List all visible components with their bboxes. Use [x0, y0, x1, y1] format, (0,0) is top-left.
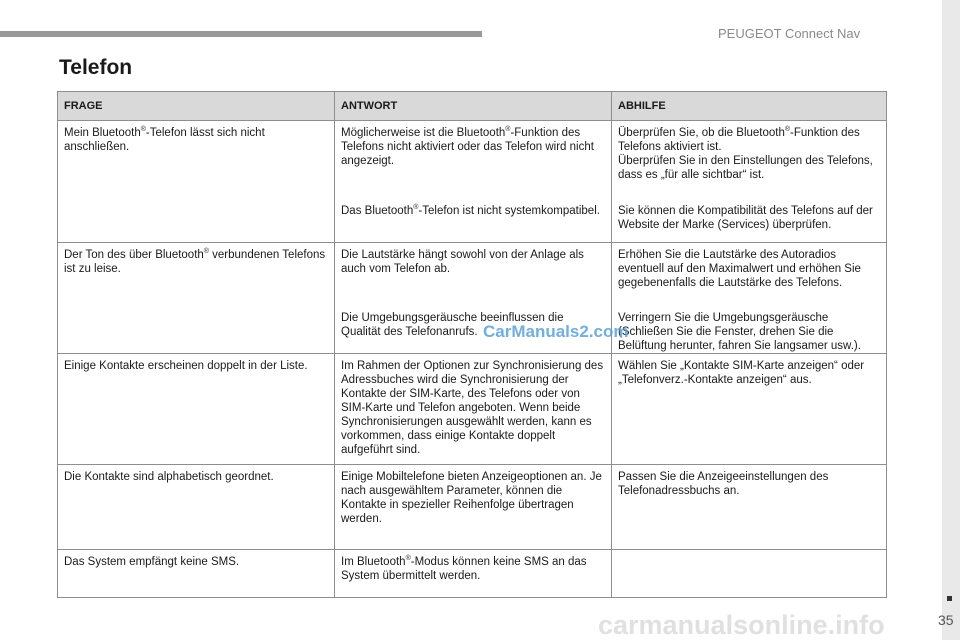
- table-body: [58, 121, 887, 598]
- page-number: 35: [938, 612, 954, 628]
- header-remedy: ABHILFE: [612, 92, 887, 121]
- answer-cell: Das Bluetooth®-Telefon ist nicht systemkompatibel.: [335, 199, 612, 243]
- footer-watermark: carmanualsonline.info: [598, 610, 885, 640]
- page-side-strip: [942, 0, 960, 640]
- bullet-marker: [947, 596, 952, 601]
- remedy-cell: Sie können die Kompatibilität des Telefons auf der Website der Marke (Services) überprüfen.: [612, 199, 887, 243]
- answer-cell: Die Umgebungsgeräusche beeinflussen die Qualität des Telefonanrufs.: [335, 306, 612, 354]
- watermark: CarManuals2.com: [483, 322, 629, 341]
- table-row: [58, 243, 887, 306]
- question-cell: Einige Kontakte erscheinen doppelt in der Liste.: [58, 353, 335, 464]
- question-cell: Der Ton des über Bluetooth® verbundenen Telefons ist zu leise.: [58, 243, 335, 354]
- header-rule: [0, 31, 482, 37]
- answer-cell: Im Rahmen der Optionen zur Synchronisierung des Adressbuches wird die Synchronisierung der Kontakte der SIM-Karte, des Telefons oder von SIM-Karte und Telefon angeboten. Wenn beide Synchronisierungen ausgewählt werden, kann es vorkommen, dass einige Kontakte doppelt aufgeführt sind.: [335, 353, 612, 464]
- question-cell: Mein Bluetooth®-Telefon lässt sich nicht anschließen.: [58, 121, 335, 243]
- table-row: [58, 464, 887, 549]
- remedy-cell: Passen Sie die Anzeigeeinstellungen des Telefonadressbuchs an.: [612, 464, 887, 549]
- brand-label: PEUGEOT Connect Nav: [718, 26, 861, 41]
- table-header-row: [58, 92, 887, 121]
- answer-cell: Einige Mobiltelefone bieten Anzeigeoptionen an. Je nach ausgewähltem Parameter, können die Kontakte in spezieller Reihenfolge übertragen werden.: [335, 464, 612, 549]
- answer-cell: Die Lautstärke hängt sowohl von der Anlage als auch vom Telefon ab.: [335, 243, 612, 306]
- answer-cell: Im Bluetooth®-Modus können keine SMS an das System übermittelt werden.: [335, 549, 612, 597]
- header-question: FRAGE: [58, 92, 335, 121]
- remedy-cell: Verringern Sie die Umgebungsgeräusche (Schließen Sie die Fenster, drehen Sie die Belüftung herunter, fahren Sie langsamer usw.).: [612, 306, 887, 354]
- page-title: Telefon: [59, 56, 133, 79]
- header-answer: ANTWORT: [335, 92, 612, 121]
- table-row: [58, 353, 887, 464]
- question-cell: Das System empfängt keine SMS.: [58, 549, 335, 597]
- answer-cell: Möglicherweise ist die Bluetooth®-Funktion des Telefons nicht aktiviert oder das Telefon wird nicht angezeigt.: [335, 121, 612, 199]
- table-row: [58, 549, 887, 597]
- remedy-cell: Erhöhen Sie die Lautstärke des Autoradios eventuell auf den Maximalwert und erhöhen Sie gegebenenfalls die Lautstärke des Telefons.: [612, 243, 887, 306]
- remedy-cell: Wählen Sie „Kontakte SIM-Karte anzeigen“ oder „Telefonverz.-Kontakte anzeigen“ aus.: [612, 353, 887, 464]
- remedy-cell: [612, 549, 887, 597]
- question-cell: Die Kontakte sind alphabetisch geordnet.: [58, 464, 335, 549]
- remedy-cell: Überprüfen Sie, ob die Bluetooth®-Funktion des Telefons aktiviert ist. Überprüfen Sie in den Einstellungen des Telefons, dass es „für alle sichtbar“ ist.: [612, 121, 887, 199]
- table-row: [58, 121, 887, 199]
- troubleshooting-table: [57, 91, 887, 598]
